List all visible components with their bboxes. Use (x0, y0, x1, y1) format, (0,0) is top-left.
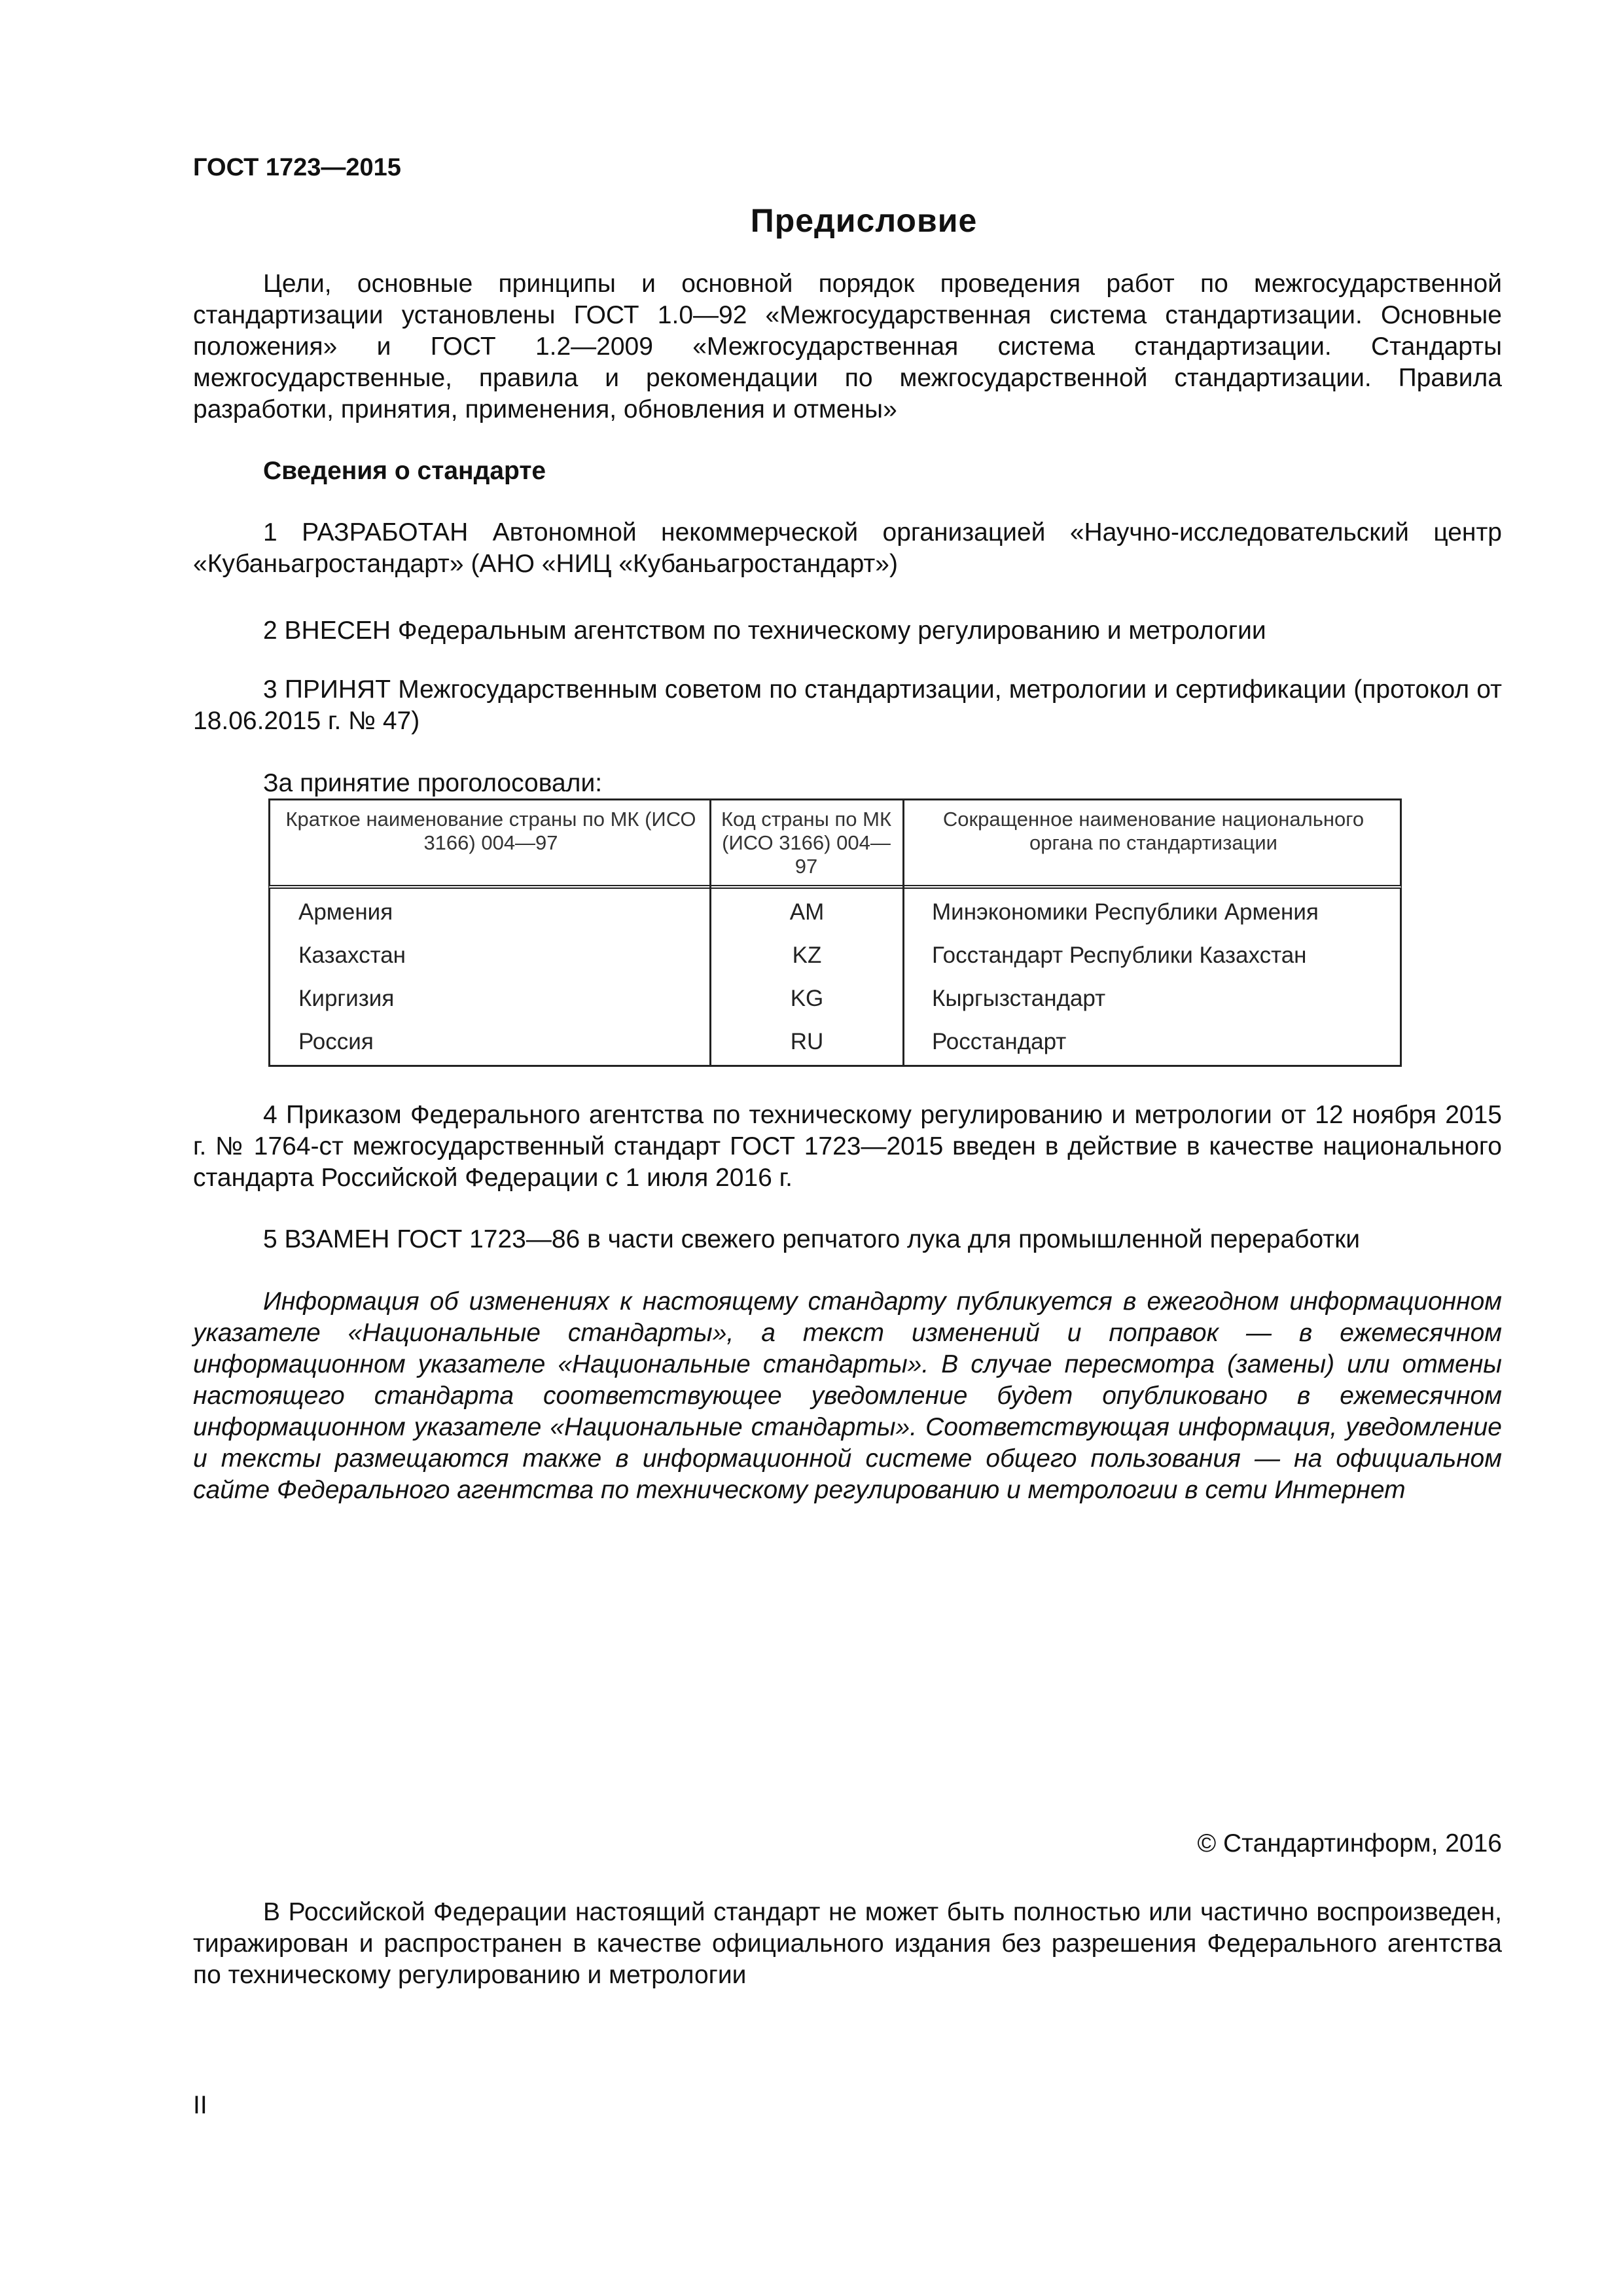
item-3-paragraph (193, 674, 1502, 737)
cell-code: KG (790, 986, 824, 1011)
cell-code: RU (790, 1029, 824, 1054)
item-2-paragraph (193, 615, 1502, 647)
info-paragraph (193, 1286, 1502, 1506)
page-number: II (193, 2091, 207, 2119)
cell-code: AM (789, 899, 825, 925)
cell-country: Армения (298, 899, 393, 925)
copyright-notice: © Стандартинформ, 2016 (1197, 1829, 1502, 1857)
cell-body: Росстандарт (932, 1029, 1067, 1054)
cell-body: Кыргызстандарт (932, 986, 1106, 1011)
item-3-text: 3 ПРИНЯТ Межгосударственным советом по стандартизации, метрологии и сертификации (протокол от 18.06.2015 г. № 47) (193, 675, 1502, 735)
column-divider (902, 798, 904, 1067)
item-1-paragraph (193, 517, 1502, 580)
info-text: Информация об изменениях к настоящему стандарту публикуется в ежегодном информационном указателе «Национальные стандарты», а текст изменений и поправок — в ежемесячном информационном указателе «Национальные стандарты». В случае пересмотра (замены) или отмены настоящего стандарта соответствующее уведомление будет опубликовано в ежемесячном информационном указателе «Национальные стандарты». Соответствующая информация, уведомление и тексты размещаются также в информационной системе общего пользования — на официальном сайте Федерального агентства по техническому регулированию и метрологии в сети Интернет (193, 1287, 1502, 1504)
standard-id: ГОСТ 1723—2015 (193, 154, 401, 181)
header-code: Код страны по МК (ИСО 3166) 004—97 (721, 808, 892, 878)
vote-label: За принятие проголосовали: (263, 769, 603, 797)
cell-country: Киргизия (298, 986, 395, 1011)
voting-table (268, 798, 1402, 1067)
cell-country: Россия (298, 1029, 374, 1054)
item-4-text: 4 Приказом Федерального агентства по техническому регулированию и метрологии от 12 ноября 2015 г. № 1764-ст межгосударственный стандарт ГОСТ 1723—2015 введен в действие в качестве национального стандарта Российской Федерации с 1 июля 2016 г. (193, 1101, 1502, 1192)
intro-text: Цели, основные принципы и основной порядок проведения работ по межгосударственной стандартизации установлены ГОСТ 1.0—92 «Межгосударственная система стандартизации. Основные положения» и ГОСТ 1.2—2009 «Межгосударственная система стандартизации. Стандарты межгосударственные, правила и рекомендации по межгосударственной стандартизации. Правила разработки, принятия, применения, обновления и отмены» (193, 270, 1502, 423)
column-divider (709, 798, 711, 1067)
item-2-text: 2 ВНЕСЕН Федеральным агентством по техническому регулированию и метрологии (263, 617, 1266, 645)
intro-paragraph (193, 268, 1502, 425)
cell-body: Госстандарт Республики Казахстан (932, 942, 1307, 968)
header-body: Сокращенное наименование национального органа по стандартизации (942, 808, 1364, 854)
header-country: Краткое наименование страны по МК (ИСО 3166) 004—97 (285, 808, 696, 854)
item-1-text: 1 РАЗРАБОТАН Автономной некоммерческой организацией «Научно-исследовательский центр «Кубаньагростандарт» (АНО «НИЦ «Кубаньагростандарт») (193, 518, 1502, 578)
page-title: Предисловие (750, 202, 978, 239)
rights-text: В Российской Федерации настоящий стандарт не может быть полностью или частично воспроизведен, тиражирован и распространен в качестве официального издания без разрешения Федерального агентства по техническому регулированию и метрологии (193, 1898, 1502, 1989)
item-5-text: 5 ВЗАМЕН ГОСТ 1723—86 в части свежего репчатого лука для промышленной переработки (263, 1225, 1361, 1253)
rights-paragraph (193, 1897, 1502, 1991)
cell-code: KZ (792, 942, 822, 968)
cell-body: Минэкономики Республики Армения (932, 899, 1319, 925)
section-subheading: Сведения о стандарте (263, 457, 546, 485)
item-5-paragraph (193, 1224, 1502, 1255)
cell-country: Казахстан (298, 942, 406, 968)
item-4-paragraph (193, 1100, 1502, 1194)
